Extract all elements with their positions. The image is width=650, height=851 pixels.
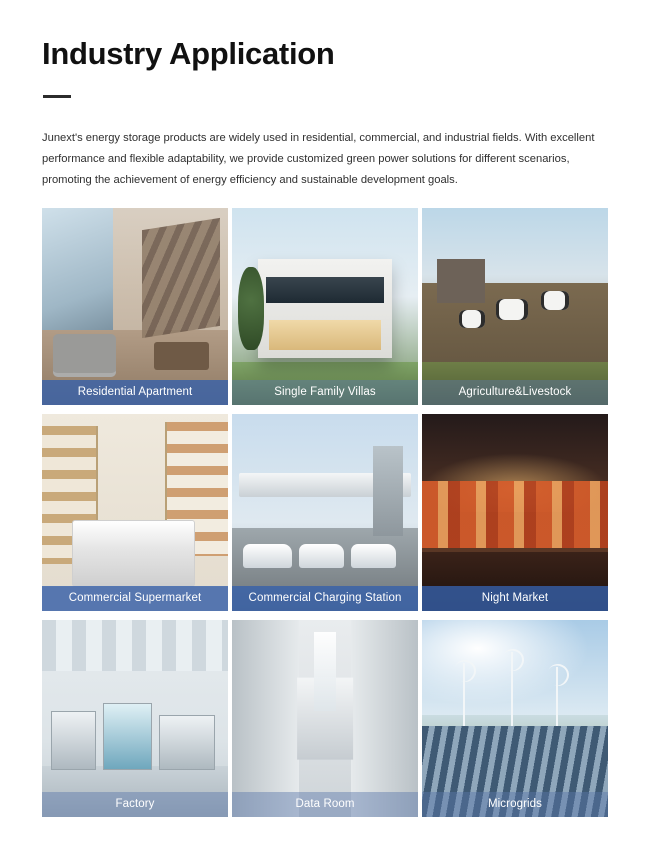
card-caption: Commercial Supermarket — [42, 586, 228, 611]
card-caption: Data Room — [232, 792, 418, 817]
card-caption: Residential Apartment — [42, 380, 228, 405]
card-caption: Single Family Villas — [232, 380, 418, 405]
card-caption: Commercial Charging Station — [232, 586, 418, 611]
card-caption: Agriculture&Livestock — [422, 380, 608, 405]
title-divider — [43, 95, 71, 98]
commercial-supermarket-image — [42, 414, 228, 611]
application-card[interactable] — [42, 414, 228, 611]
data-room-image — [232, 620, 418, 817]
application-card[interactable] — [232, 620, 418, 817]
application-card-grid — [42, 208, 608, 817]
application-card[interactable] — [232, 414, 418, 611]
card-caption: Microgrids — [422, 792, 608, 817]
card-caption: Factory — [42, 792, 228, 817]
application-card[interactable] — [422, 414, 608, 611]
application-card[interactable] — [422, 620, 608, 817]
application-card[interactable] — [42, 620, 228, 817]
application-card[interactable] — [232, 208, 418, 405]
single-family-villa-image — [232, 208, 418, 405]
factory-image — [42, 620, 228, 817]
night-market-image — [422, 414, 608, 611]
application-card[interactable] — [422, 208, 608, 405]
page-title: Industry Application — [42, 36, 335, 71]
card-caption: Night Market — [422, 586, 608, 611]
commercial-charging-station-image — [232, 414, 418, 611]
residential-apartment-image — [42, 208, 228, 405]
microgrids-image — [422, 620, 608, 817]
application-card[interactable] — [42, 208, 228, 405]
agriculture-livestock-image — [422, 208, 608, 405]
intro-paragraph: Junext's energy storage products are widely used in residential, commercial, and industrial fields. With excellent performance and flexible adaptability, we provide customized green power solutions for different scenarios, promoting the achievement of energy efficiency and sustainable development goals. — [42, 132, 595, 186]
